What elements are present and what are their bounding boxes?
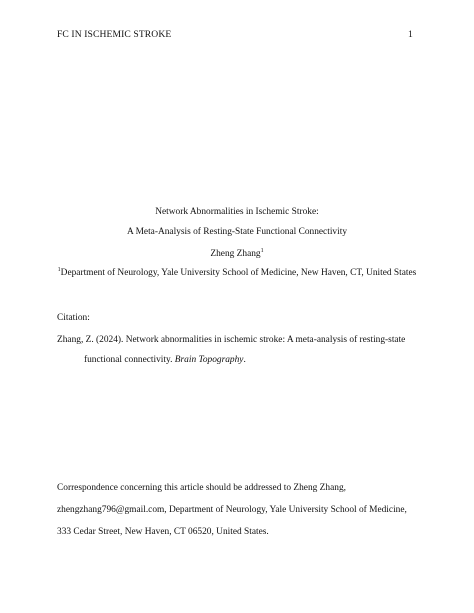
page-number: 1 — [408, 29, 413, 40]
citation-line-2-end: . — [243, 355, 246, 365]
affiliation-text: Department of Neurology, Yale University School of Medicine, New Haven, CT, United States — [60, 268, 417, 278]
correspondence-line-2: zhengzhang796@gmail.com, Department of Neurology, Yale University School of Medicine, — [57, 505, 407, 515]
author-affiliation — [0, 268, 474, 279]
affiliation-superscript: 1 — [57, 266, 61, 273]
author-superscript: 1 — [260, 247, 264, 254]
running-head: FC IN ISCHEMIC STROKE — [57, 29, 172, 40]
journal-name: Brain Topography — [174, 355, 244, 365]
correspondence-line-1: Correspondence concerning this article should be addressed to Zheng Zhang, — [57, 483, 346, 493]
paper-title-line-2: A Meta-Analysis of Resting-State Functional Connectivity — [126, 227, 348, 237]
citation-line-2-text: functional connectivity. — [84, 355, 175, 365]
author-text: Zheng Zhang — [210, 249, 261, 259]
paper-title-line-1: Network Abnormalities in Ischemic Stroke: — [155, 207, 319, 217]
citation-reference-line-1: Zhang, Z. (2024). Network abnormalities in ischemic stroke: A meta-analysis of resting-state — [57, 335, 406, 345]
citation-label: Citation: — [57, 313, 90, 323]
correspondence-line-3: 333 Cedar Street, New Haven, CT 06520, United States. — [57, 527, 269, 537]
author-name — [0, 249, 474, 260]
citation-reference-line-2 — [84, 355, 246, 366]
